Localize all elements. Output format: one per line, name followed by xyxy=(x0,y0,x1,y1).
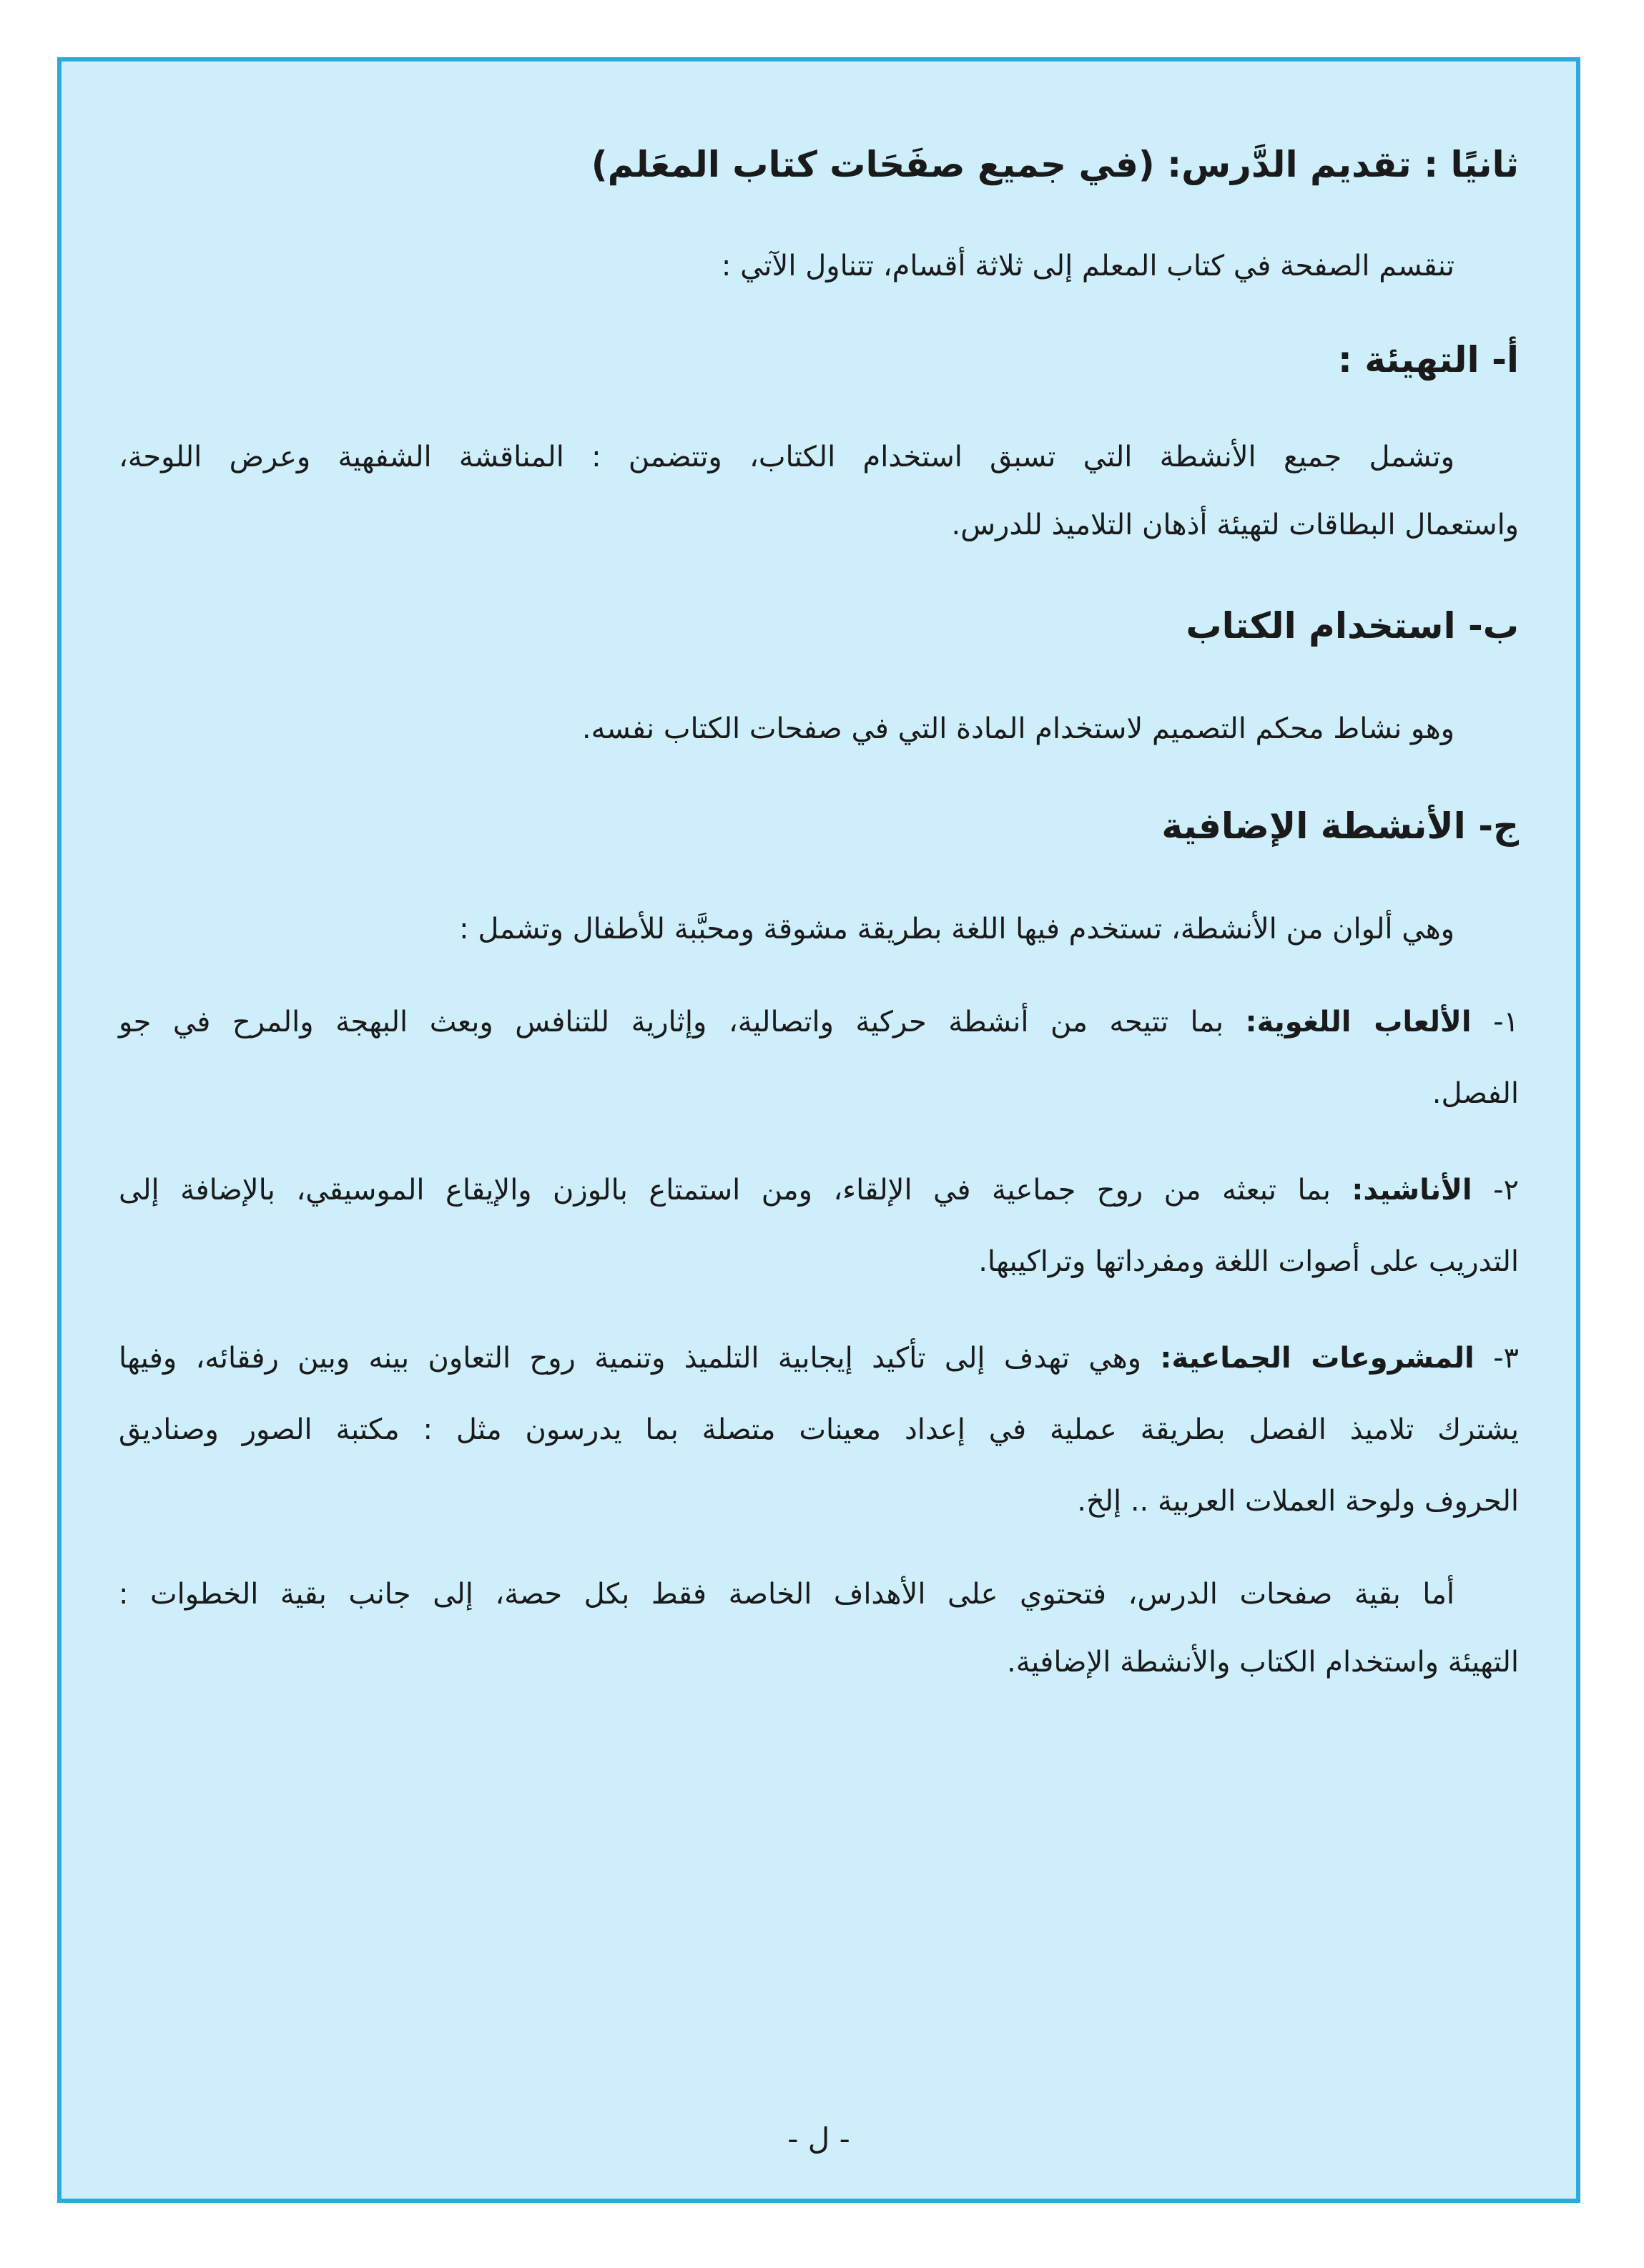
list-item-3-number: ٣- xyxy=(1493,1342,1519,1375)
part-a-line-1: وتشمل جميع الأنشطة التي تسبق استخدام الكتاب، وتتضمن : المناقشة الشفهية وعرض اللوحة، xyxy=(119,441,1455,473)
part-b-heading: ب- استخدام الكتاب xyxy=(1186,605,1519,647)
part-c-intro: وهي ألوان من الأنشطة، تستخدم فيها اللغة بطريقة مشوقة ومحبَّبة للأطفال وتشمل : xyxy=(459,913,1455,946)
list-item-1-text: بما تتيحه من أنشطة حركية واتصالية، وإثارية للتنافس وبعث البهجة والمرح في جو xyxy=(119,1006,1224,1039)
list-item-2-label: الأناشيد: xyxy=(1352,1174,1472,1207)
closing-line-2: التهيئة واستخدام الكتاب والأنشطة الإضافية. xyxy=(1006,1646,1519,1679)
list-item-2-line-1 xyxy=(119,1174,1519,1207)
list-item-1-line-1 xyxy=(119,1006,1519,1039)
list-item-3-line-1 xyxy=(119,1342,1519,1375)
list-item-2-number: ٢- xyxy=(1493,1174,1519,1207)
part-a-line-2: واستعمال البطاقات لتهيئة أذهان التلاميذ للدرس. xyxy=(951,509,1519,541)
list-item-3-label: المشروعات الجماعية: xyxy=(1160,1342,1475,1375)
part-a-heading: أ- التهيئة : xyxy=(1337,339,1519,381)
page-content xyxy=(119,62,1519,2199)
closing-line-1: أما بقية صفحات الدرس، فتحتوي على الأهداف الخاصة فقط بكل حصة، إلى جانب بقية الخطوات : xyxy=(119,1578,1455,1611)
part-b-line-1: وهو نشاط محكم التصميم لاستخدام المادة التي في صفحات الكتاب نفسه. xyxy=(581,712,1455,745)
list-item-1-number: ١- xyxy=(1493,1006,1520,1039)
list-item-2-text: بما تبعثه من روح جماعية في الإلقاء، ومن استمتاع بالوزن والإيقاع الموسيقي، بالإضافة إلى xyxy=(119,1174,1331,1207)
list-item-1-line-2: الفصل. xyxy=(1432,1077,1519,1110)
part-c-heading: ج- الأنشطة الإضافية xyxy=(1161,805,1519,847)
list-item-3-line-2: يشترك تلاميذ الفصل بطريقة عملية في إعداد معينات متصلة بما يدرسون مثل : مكتبة الصور وصناديق xyxy=(119,1413,1519,1446)
list-item-1-label: الألعاب اللغوية: xyxy=(1245,1006,1472,1039)
list-item-3-text: وهي تهدف إلى تأكيد إيجابية التلميذ وتنمية روح التعاون بينه وبين رفقائه، وفيها xyxy=(119,1342,1141,1375)
section-intro: تنقسم الصفحة في كتاب المعلم إلى ثلاثة أقسام، تتناول الآتي : xyxy=(721,250,1455,283)
page-number: - ل - xyxy=(787,2121,850,2156)
section-title: ثانيًا : تقديم الدَّرس: (في جميع صفَحَات كتاب المعَلم) xyxy=(591,144,1519,185)
page-frame xyxy=(57,57,1580,2203)
list-item-3-line-3: الحروف ولوحة العملات العربية .. إلخ. xyxy=(1077,1485,1519,1518)
list-item-2-line-2: التدريب على أصوات اللغة ومفرداتها وتراكيبها. xyxy=(978,1245,1519,1278)
